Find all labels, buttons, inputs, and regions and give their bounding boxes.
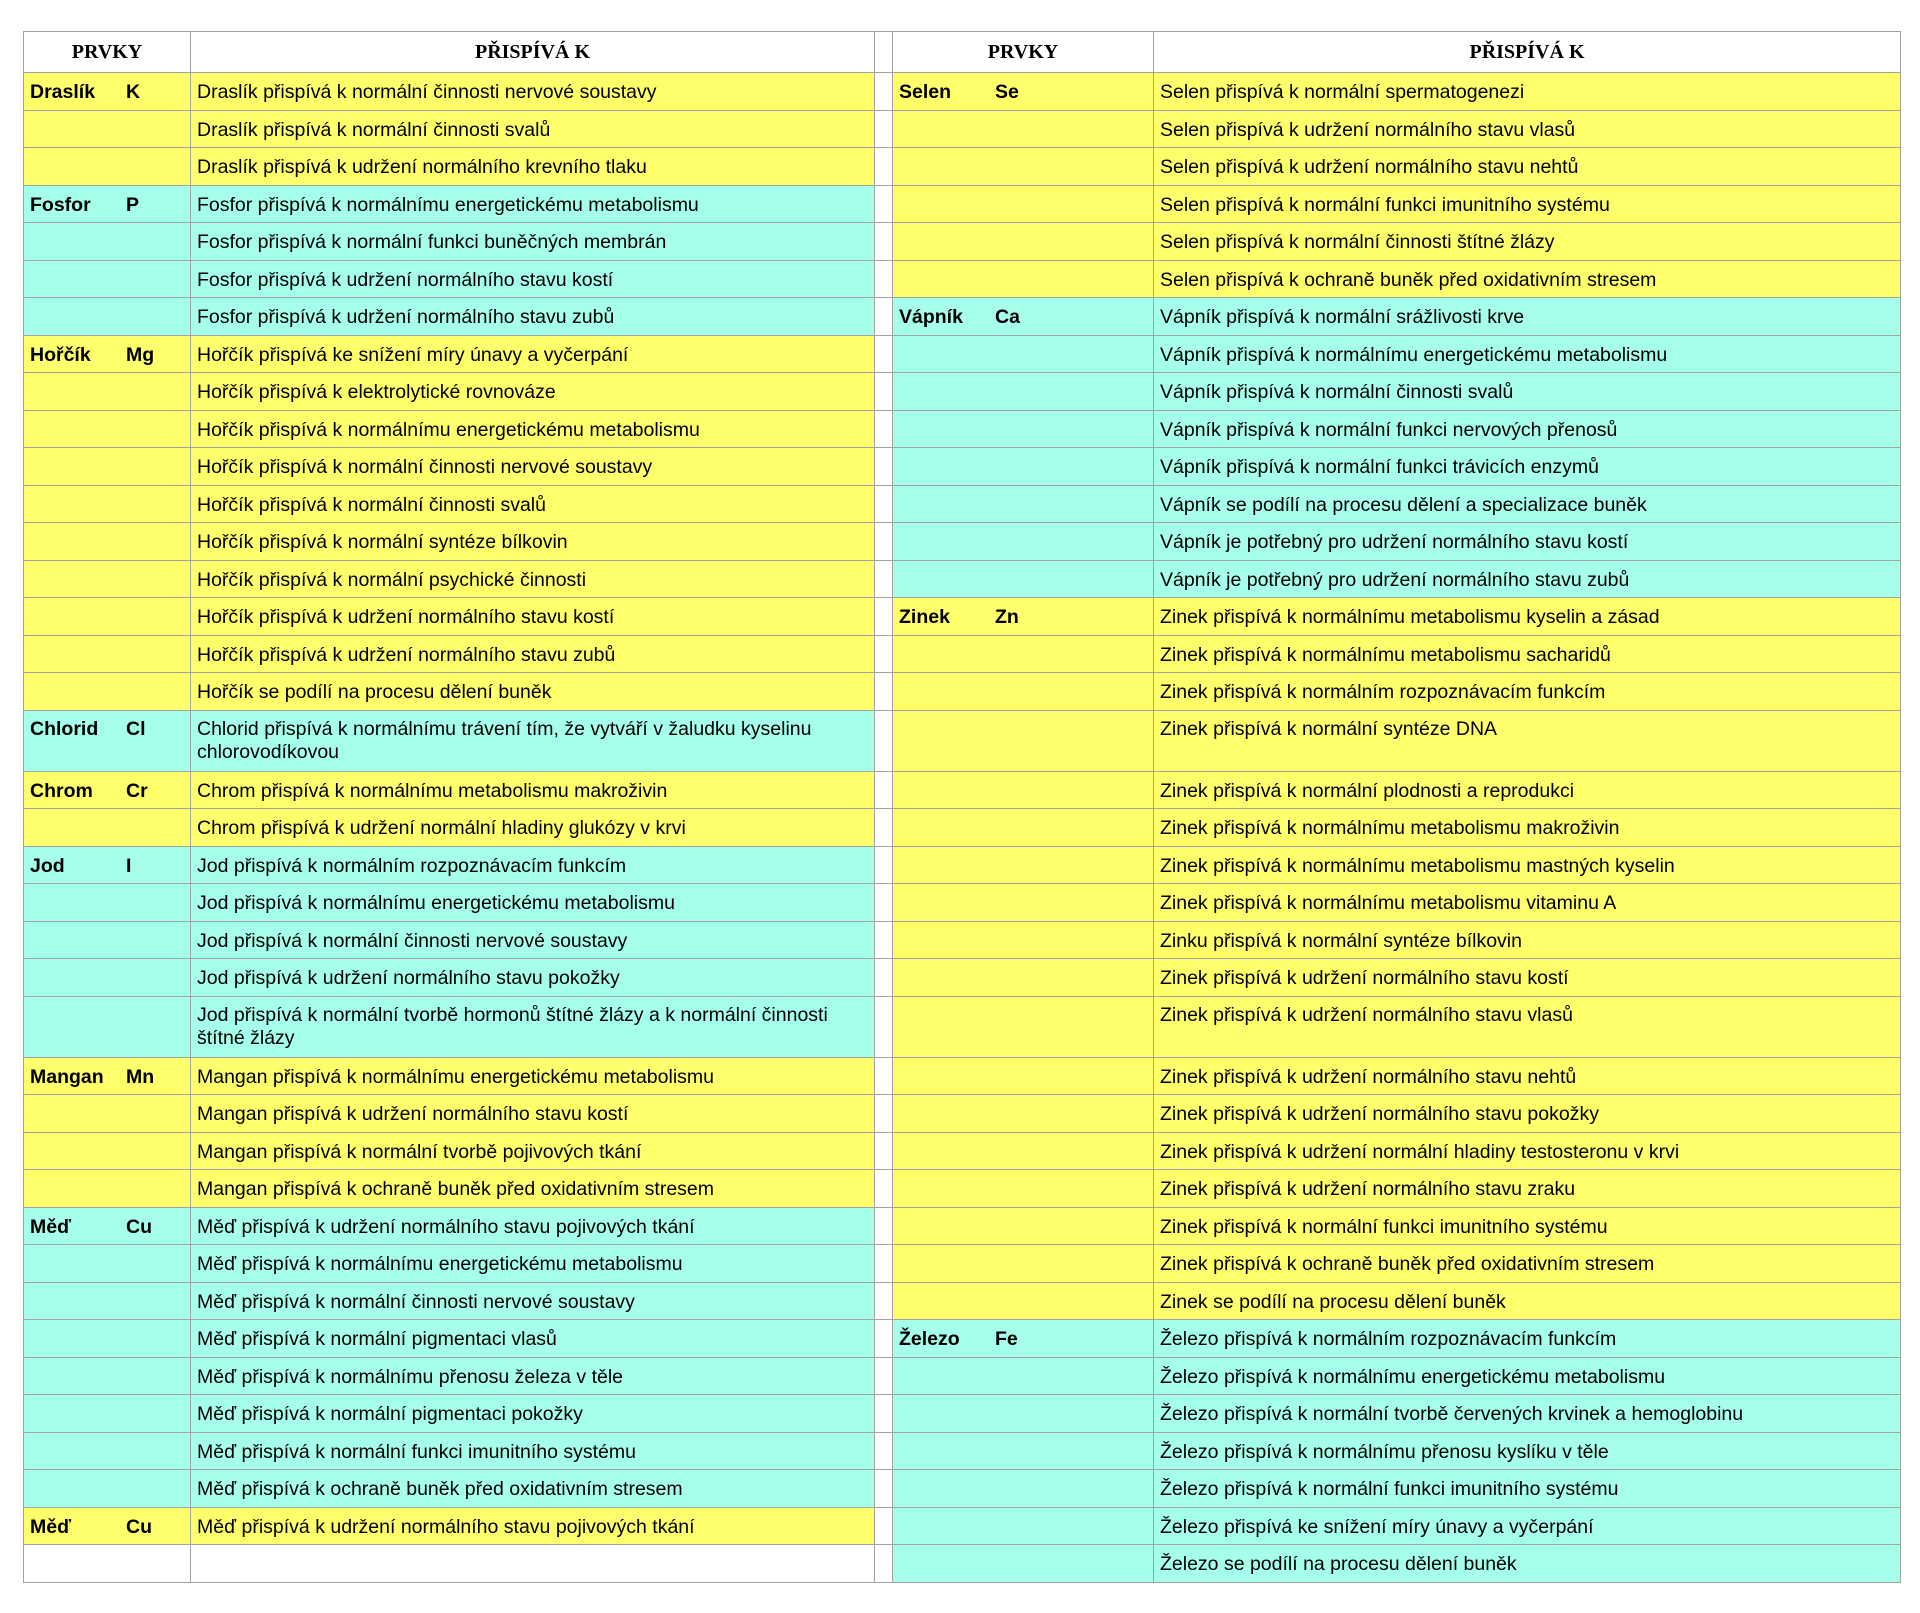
claim-cell-right: Zinek přispívá k udržení normálního stavu nehtů	[1154, 1057, 1901, 1095]
claim-cell-right: Zinek přispívá k normální plodnosti a reprodukci	[1154, 771, 1901, 809]
element-symbol: P	[126, 193, 140, 216]
element-symbol: Mn	[126, 1065, 155, 1088]
element-cell-left	[24, 148, 191, 186]
element-cell-left	[24, 1095, 191, 1133]
claim-cell-right: Zinek přispívá k normálnímu metabolismu sacharidů	[1154, 635, 1901, 673]
column-gap	[875, 485, 893, 523]
column-gap	[875, 260, 893, 298]
claim-cell-left: Měď přispívá k normální pigmentaci vlasů	[191, 1320, 875, 1358]
claim-cell-left: Draslík přispívá k udržení normálního krevního tlaku	[191, 148, 875, 186]
column-gap	[875, 110, 893, 148]
element-cell-right	[893, 485, 1154, 523]
claim-cell-right: Železo přispívá k normálnímu přenosu kyslíku v těle	[1154, 1432, 1901, 1470]
element-cell-left	[24, 260, 191, 298]
column-gap	[875, 410, 893, 448]
element-cell-left	[24, 1507, 191, 1545]
column-gap	[875, 32, 893, 73]
element-cell-left	[24, 223, 191, 261]
element-cell-left	[24, 996, 191, 1057]
claim-cell-left: Hořčík se podílí na procesu dělení buněk	[191, 673, 875, 711]
column-gap	[875, 335, 893, 373]
claim-cell-left: Hořčík přispívá k normální syntéze bílkovin	[191, 523, 875, 561]
element-cell-right	[893, 1507, 1154, 1545]
claim-cell-left: Fosfor přispívá k normálnímu energetickému metabolismu	[191, 185, 875, 223]
element-cell-left	[24, 110, 191, 148]
table-row	[24, 560, 1901, 598]
element-name: Hořčík	[30, 343, 91, 366]
claim-cell-right: Železo přispívá k normálnímu energetickému metabolismu	[1154, 1357, 1901, 1395]
claim-cell-left: Jod přispívá k normálním rozpoznávacím funkcím	[191, 846, 875, 884]
claim-cell-left: Hořčík přispívá k normální činnosti svalů	[191, 485, 875, 523]
element-cell-right	[893, 110, 1154, 148]
claim-cell-left: Mangan přispívá k normálnímu energetickému metabolismu	[191, 1057, 875, 1095]
element-cell-right	[893, 373, 1154, 411]
claim-cell-right: Selen přispívá k normální funkci imunitního systému	[1154, 185, 1901, 223]
claim-cell-left: Měď přispívá k udržení normálního stavu pojivových tkání	[191, 1507, 875, 1545]
element-name: Měď	[30, 1215, 72, 1238]
element-cell-left	[24, 1057, 191, 1095]
table-row	[24, 1320, 1901, 1358]
claim-cell-left: Měď přispívá k ochraně buněk před oxidativním stresem	[191, 1470, 875, 1508]
column-gap	[875, 996, 893, 1057]
claim-cell-right: Zinek přispívá k udržení normálního stavu vlasů	[1154, 996, 1901, 1057]
claim-cell-right: Železo přispívá k normální funkci imunitního systému	[1154, 1470, 1901, 1508]
element-cell-left	[24, 335, 191, 373]
element-cell-right	[893, 846, 1154, 884]
element-cell-right	[893, 1357, 1154, 1395]
claim-cell-left: Hořčík přispívá k normálnímu energetickému metabolismu	[191, 410, 875, 448]
element-cell-right	[893, 1545, 1154, 1583]
column-gap	[875, 809, 893, 847]
element-cell-left	[24, 1357, 191, 1395]
element-cell-right	[893, 635, 1154, 673]
table-row	[24, 635, 1901, 673]
column-gap	[875, 448, 893, 486]
element-symbol: Ca	[995, 306, 1020, 328]
table-row	[24, 373, 1901, 411]
column-gap	[875, 1507, 893, 1545]
claim-cell-right: Vápník přispívá k normální funkci trávicích enzymů	[1154, 448, 1901, 486]
claim-cell-left: Jod přispívá k normální tvorbě hormonů štítné žlázy a k normální činnosti štítné žlázy	[191, 996, 875, 1057]
element-cell-left	[24, 710, 191, 771]
column-gap	[875, 1432, 893, 1470]
element-cell-right	[893, 1132, 1154, 1170]
table-row	[24, 185, 1901, 223]
element-name: Jod	[30, 854, 65, 877]
claim-cell-left: Jod přispívá k udržení normálního stavu pokožky	[191, 959, 875, 997]
element-cell-right	[893, 959, 1154, 997]
column-gap	[875, 959, 893, 997]
claim-cell-right: Zinek přispívá k udržení normálního stavu kostí	[1154, 959, 1901, 997]
column-gap	[875, 884, 893, 922]
column-gap	[875, 185, 893, 223]
claim-cell-left: Hořčík přispívá k normální psychické činnosti	[191, 560, 875, 598]
claim-cell-left: Fosfor přispívá k udržení normálního stavu kostí	[191, 260, 875, 298]
claims-table	[23, 31, 1901, 1583]
element-cell-left	[24, 635, 191, 673]
element-cell-left	[24, 73, 191, 111]
column-gap	[875, 1057, 893, 1095]
claim-cell-right: Železo přispívá ke snížení míry únavy a vyčerpání	[1154, 1507, 1901, 1545]
table-row	[24, 1507, 1901, 1545]
table-row	[24, 1470, 1901, 1508]
column-gap	[875, 373, 893, 411]
table-row	[24, 485, 1901, 523]
element-cell-left	[24, 298, 191, 336]
element-cell-left	[24, 448, 191, 486]
element-cell-right	[893, 1095, 1154, 1133]
table-row	[24, 846, 1901, 884]
claim-cell-right: Železo přispívá k normálním rozpoznávacím funkcím	[1154, 1320, 1901, 1358]
claim-cell-right: Zinek přispívá k udržení normální hladiny testosteronu v krvi	[1154, 1132, 1901, 1170]
column-gap	[875, 1132, 893, 1170]
table-row	[24, 523, 1901, 561]
claim-cell-right: Selen přispívá k ochraně buněk před oxidativním stresem	[1154, 260, 1901, 298]
element-name: Zinek	[899, 606, 950, 628]
header-row	[24, 32, 1901, 73]
element-cell-right	[893, 884, 1154, 922]
table-row	[24, 260, 1901, 298]
table-row	[24, 809, 1901, 847]
element-cell-left	[24, 1132, 191, 1170]
claim-cell-right: Železo se podílí na procesu dělení buněk	[1154, 1545, 1901, 1583]
element-cell-left	[24, 1545, 191, 1583]
table-row	[24, 335, 1901, 373]
claim-cell-right: Zinek přispívá k normální syntéze DNA	[1154, 710, 1901, 771]
element-cell-left	[24, 846, 191, 884]
element-symbol: Se	[995, 81, 1019, 103]
element-name: Mangan	[30, 1065, 104, 1088]
column-gap	[875, 1357, 893, 1395]
claim-cell-right: Zinek přispívá k normálním rozpoznávacím funkcím	[1154, 673, 1901, 711]
element-cell-right	[893, 673, 1154, 711]
claim-cell-left: Měď přispívá k normálnímu přenosu železa v těle	[191, 1357, 875, 1395]
claim-cell-left: Chlorid přispívá k normálnímu trávení tím, že vytváří v žaludku kyselinu chlorovodíkovou	[191, 710, 875, 771]
element-cell-right	[893, 598, 1154, 636]
claim-cell-right: Vápník je potřebný pro udržení normálního stavu kostí	[1154, 523, 1901, 561]
element-cell-left	[24, 373, 191, 411]
element-cell-right	[893, 1432, 1154, 1470]
claim-cell-left: Chrom přispívá k normálnímu metabolismu makroživin	[191, 771, 875, 809]
element-cell-right	[893, 410, 1154, 448]
element-cell-left	[24, 959, 191, 997]
header-elements-left: PRVKY	[24, 32, 191, 73]
claim-cell-right: Železo přispívá k normální tvorbě červených krvinek a hemoglobinu	[1154, 1395, 1901, 1433]
element-name: Selen	[899, 81, 952, 103]
element-cell-left	[24, 1395, 191, 1433]
column-gap	[875, 1545, 893, 1583]
claim-cell-left: Hořčík přispívá ke snížení míry únavy a vyčerpání	[191, 335, 875, 373]
table-row	[24, 1432, 1901, 1470]
claim-cell-left: Měď přispívá k udržení normálního stavu pojivových tkání	[191, 1207, 875, 1245]
header-contributes-right: PŘISPÍVÁ K	[1154, 32, 1901, 73]
claim-cell-left: Draslík přispívá k normální činnosti svalů	[191, 110, 875, 148]
element-cell-left	[24, 1282, 191, 1320]
claim-cell-left: Hořčík přispívá k normální činnosti nervové soustavy	[191, 448, 875, 486]
claim-cell-right: Zinek přispívá k udržení normálního stavu pokožky	[1154, 1095, 1901, 1133]
element-cell-left	[24, 884, 191, 922]
claim-cell-right: Selen přispívá k normální činnosti štítné žlázy	[1154, 223, 1901, 261]
element-symbol: Cu	[126, 1215, 152, 1238]
element-cell-right	[893, 1245, 1154, 1283]
table-row	[24, 1132, 1901, 1170]
table-row	[24, 921, 1901, 959]
column-gap	[875, 846, 893, 884]
element-symbol: Mg	[126, 343, 155, 366]
element-symbol: K	[126, 81, 141, 103]
element-name: Chlorid	[30, 717, 99, 740]
element-cell-right	[893, 996, 1154, 1057]
element-cell-left	[24, 1245, 191, 1283]
claim-cell-left	[191, 1545, 875, 1583]
table-row	[24, 884, 1901, 922]
table-row	[24, 448, 1901, 486]
element-cell-right	[893, 298, 1154, 336]
claim-cell-left: Mangan přispívá k normální tvorbě pojivových tkání	[191, 1132, 875, 1170]
claim-cell-left: Mangan přispívá k udržení normálního stavu kostí	[191, 1095, 875, 1133]
column-gap	[875, 673, 893, 711]
column-gap	[875, 635, 893, 673]
claim-cell-left: Měď přispívá k normální činnosti nervové soustavy	[191, 1282, 875, 1320]
element-cell-right	[893, 185, 1154, 223]
nutrient-claims-sheet	[23, 31, 1900, 1583]
claim-cell-left: Měď přispívá k normální funkci imunitního systému	[191, 1432, 875, 1470]
element-cell-right	[893, 710, 1154, 771]
claim-cell-right: Zinek přispívá k udržení normálního stavu zraku	[1154, 1170, 1901, 1208]
element-symbol: Cu	[126, 1515, 152, 1538]
table-row	[24, 110, 1901, 148]
table-row	[24, 1207, 1901, 1245]
element-cell-right	[893, 1320, 1154, 1358]
element-name: Měď	[30, 1515, 72, 1538]
element-cell-left	[24, 809, 191, 847]
claim-cell-left: Jod přispívá k normální činnosti nervové soustavy	[191, 921, 875, 959]
header-contributes-left: PŘISPÍVÁ K	[191, 32, 875, 73]
element-cell-right	[893, 523, 1154, 561]
claim-cell-right: Vápník přispívá k normální srážlivosti krve	[1154, 298, 1901, 336]
element-symbol: I	[126, 854, 132, 877]
element-cell-left	[24, 598, 191, 636]
element-cell-right	[893, 73, 1154, 111]
claim-cell-left: Hořčík přispívá k elektrolytické rovnováze	[191, 373, 875, 411]
claim-cell-left: Mangan přispívá k ochraně buněk před oxidativním stresem	[191, 1170, 875, 1208]
table-row	[24, 1170, 1901, 1208]
element-cell-left	[24, 673, 191, 711]
column-gap	[875, 1170, 893, 1208]
element-name: Železo	[899, 1328, 960, 1350]
element-cell-right	[893, 260, 1154, 298]
claim-cell-right: Zinku přispívá k normální syntéze bílkovin	[1154, 921, 1901, 959]
element-name: Vápník	[899, 306, 963, 328]
column-gap	[875, 598, 893, 636]
column-gap	[875, 1470, 893, 1508]
element-cell-left	[24, 485, 191, 523]
element-cell-left	[24, 185, 191, 223]
claim-cell-right: Zinek přispívá k normálnímu metabolismu kyselin a zásad	[1154, 598, 1901, 636]
claim-cell-right: Vápník přispívá k normální funkci nervových přenosů	[1154, 410, 1901, 448]
claim-cell-right: Zinek se podílí na procesu dělení buněk	[1154, 1282, 1901, 1320]
element-cell-left	[24, 1432, 191, 1470]
claim-cell-right: Zinek přispívá k normálnímu metabolismu vitaminu A	[1154, 884, 1901, 922]
element-cell-right	[893, 1282, 1154, 1320]
element-cell-right	[893, 1207, 1154, 1245]
claim-cell-right: Zinek přispívá k normálnímu metabolismu mastných kyselin	[1154, 846, 1901, 884]
column-gap	[875, 771, 893, 809]
header-elements-right: PRVKY	[893, 32, 1154, 73]
column-gap	[875, 921, 893, 959]
claim-cell-left: Měď přispívá k normální pigmentaci pokožky	[191, 1395, 875, 1433]
element-cell-left	[24, 1170, 191, 1208]
table-row	[24, 996, 1901, 1057]
element-symbol: Zn	[995, 606, 1019, 628]
column-gap	[875, 1320, 893, 1358]
claim-cell-right: Selen přispívá k udržení normálního stavu nehtů	[1154, 148, 1901, 186]
table-row	[24, 710, 1901, 771]
element-cell-left	[24, 523, 191, 561]
claim-cell-left: Fosfor přispívá k normální funkci buněčných membrán	[191, 223, 875, 261]
column-gap	[875, 1282, 893, 1320]
element-cell-right	[893, 148, 1154, 186]
element-cell-left	[24, 771, 191, 809]
element-cell-left	[24, 1207, 191, 1245]
column-gap	[875, 73, 893, 111]
element-cell-left	[24, 921, 191, 959]
table-row	[24, 73, 1901, 111]
element-cell-right	[893, 809, 1154, 847]
table-row	[24, 673, 1901, 711]
element-cell-right	[893, 1057, 1154, 1095]
element-cell-left	[24, 1320, 191, 1358]
column-gap	[875, 223, 893, 261]
claim-cell-left: Hořčík přispívá k udržení normálního stavu kostí	[191, 598, 875, 636]
column-gap	[875, 1095, 893, 1133]
element-cell-right	[893, 335, 1154, 373]
element-cell-left	[24, 1470, 191, 1508]
element-cell-right	[893, 1395, 1154, 1433]
column-gap	[875, 1207, 893, 1245]
column-gap	[875, 710, 893, 771]
column-gap	[875, 1395, 893, 1433]
element-name: Fosfor	[30, 193, 91, 216]
claim-cell-right: Vápník přispívá k normální činnosti svalů	[1154, 373, 1901, 411]
element-cell-right	[893, 1470, 1154, 1508]
claim-cell-right: Vápník je potřebný pro udržení normálního stavu zubů	[1154, 560, 1901, 598]
claim-cell-right: Zinek přispívá k ochraně buněk před oxidativním stresem	[1154, 1245, 1901, 1283]
claim-cell-right: Vápník se podílí na procesu dělení a specializace buněk	[1154, 485, 1901, 523]
element-cell-right	[893, 223, 1154, 261]
claims-body	[24, 73, 1901, 1583]
table-row	[24, 410, 1901, 448]
table-row	[24, 771, 1901, 809]
claim-cell-left: Jod přispívá k normálnímu energetickému metabolismu	[191, 884, 875, 922]
column-gap	[875, 523, 893, 561]
table-row	[24, 1395, 1901, 1433]
element-symbol: Cl	[126, 717, 146, 740]
element-cell-left	[24, 560, 191, 598]
element-name: Chrom	[30, 779, 93, 802]
element-cell-left	[24, 410, 191, 448]
column-gap	[875, 298, 893, 336]
element-symbol: Cr	[126, 779, 148, 802]
element-cell-right	[893, 560, 1154, 598]
element-cell-right	[893, 921, 1154, 959]
claim-cell-left: Chrom přispívá k udržení normální hladiny glukózy v krvi	[191, 809, 875, 847]
table-row	[24, 959, 1901, 997]
claim-cell-left: Hořčík přispívá k udržení normálního stavu zubů	[191, 635, 875, 673]
table-row	[24, 148, 1901, 186]
column-gap	[875, 560, 893, 598]
element-symbol: Fe	[995, 1328, 1018, 1350]
table-row	[24, 1057, 1901, 1095]
table-row	[24, 1282, 1901, 1320]
element-name: Draslík	[30, 81, 96, 103]
table-row	[24, 1245, 1901, 1283]
table-row	[24, 1095, 1901, 1133]
table-row	[24, 298, 1901, 336]
element-cell-right	[893, 771, 1154, 809]
claim-cell-right: Zinek přispívá k normální funkci imunitního systému	[1154, 1207, 1901, 1245]
claim-cell-left: Draslík přispívá k normální činnosti nervové soustavy	[191, 73, 875, 111]
claim-cell-right: Vápník přispívá k normálnímu energetickému metabolismu	[1154, 335, 1901, 373]
claim-cell-right: Zinek přispívá k normálnímu metabolismu makroživin	[1154, 809, 1901, 847]
table-row	[24, 598, 1901, 636]
claim-cell-right: Selen přispívá k normální spermatogenezi	[1154, 73, 1901, 111]
claim-cell-left: Fosfor přispívá k udržení normálního stavu zubů	[191, 298, 875, 336]
element-cell-right	[893, 1170, 1154, 1208]
table-row	[24, 1357, 1901, 1395]
element-cell-right	[893, 448, 1154, 486]
claim-cell-left: Měď přispívá k normálnímu energetickému metabolismu	[191, 1245, 875, 1283]
table-row	[24, 223, 1901, 261]
column-gap	[875, 148, 893, 186]
claim-cell-right: Selen přispívá k udržení normálního stavu vlasů	[1154, 110, 1901, 148]
column-gap	[875, 1245, 893, 1283]
table-row	[24, 1545, 1901, 1583]
